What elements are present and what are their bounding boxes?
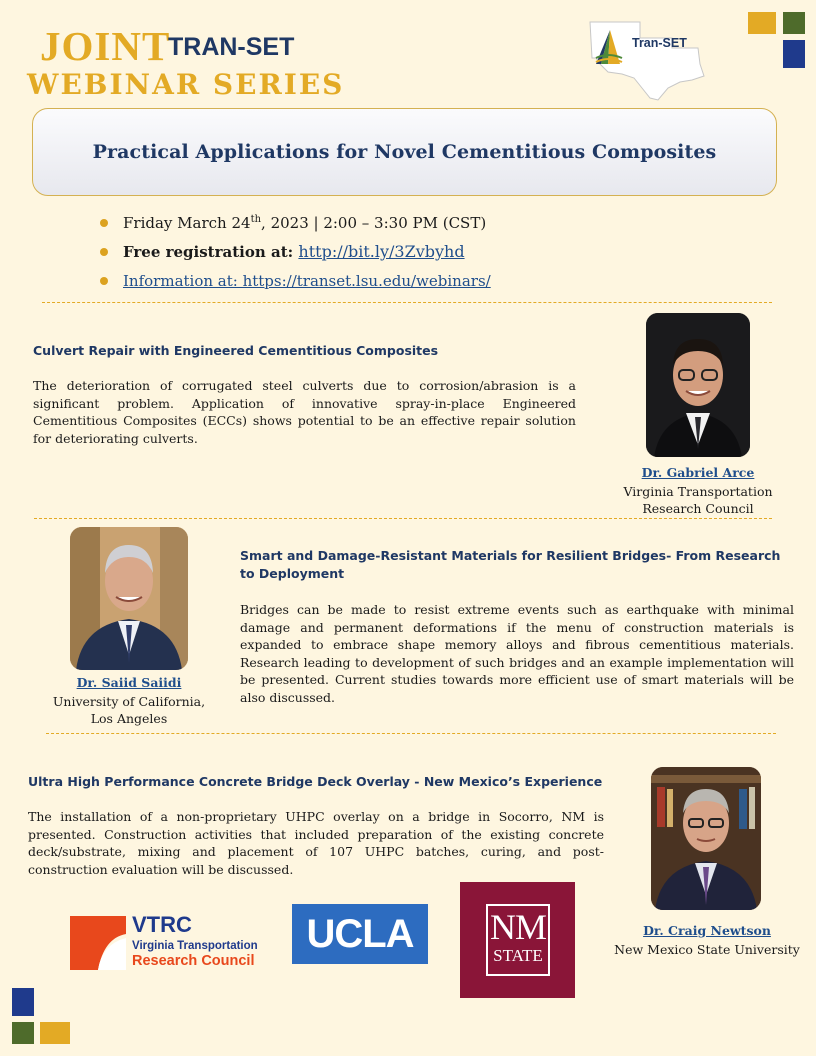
bullet-dot-icon bbox=[100, 219, 108, 227]
date-text: Friday March 24 bbox=[123, 213, 251, 232]
title-box bbox=[32, 108, 777, 196]
portrait-icon bbox=[70, 527, 188, 670]
nmsu-nm: NM bbox=[489, 907, 546, 947]
section-3-title: Ultra High Performance Concrete Bridge Deck Overlay - New Mexico’s Experience bbox=[28, 774, 603, 789]
header-transet: TRAN-SET bbox=[168, 33, 295, 61]
event-details bbox=[100, 208, 491, 295]
divider-1 bbox=[42, 302, 772, 303]
date-superscript: th bbox=[250, 213, 262, 225]
registration-label: Free registration at bbox=[123, 243, 288, 261]
deco-square-blue bbox=[783, 40, 805, 68]
speaker-name-arce[interactable]: Dr. Gabriel Arce bbox=[641, 465, 755, 480]
speaker-affiliation-saiidi-1: University of California, bbox=[52, 694, 206, 709]
speaker-name-saiidi[interactable]: Dr. Saiid Saiidi bbox=[76, 675, 182, 690]
divider-2 bbox=[34, 518, 772, 519]
vtrc-line-1: Virginia Transportation bbox=[132, 940, 258, 952]
header-joint: JOINT bbox=[40, 23, 171, 69]
nmsu-logo bbox=[460, 882, 575, 998]
deco-square-blue-bottom bbox=[12, 988, 34, 1016]
date-line bbox=[100, 208, 491, 237]
bullet-dot-icon bbox=[100, 277, 108, 285]
divider-3 bbox=[46, 733, 776, 734]
speaker-affiliation-saiidi-2: Los Angeles bbox=[90, 711, 168, 726]
bullet-dot-icon bbox=[100, 248, 108, 256]
date-time-text: , 2023 | 2:00 – 3:30 PM (CST) bbox=[261, 213, 487, 232]
speaker-affiliation-arce-1: Virginia Transportation bbox=[623, 484, 773, 499]
deco-square-green-bottom bbox=[12, 1022, 34, 1044]
transet-logo bbox=[588, 18, 710, 102]
section-3-body: The installation of a non-proprietary UHPC overlay on a bridge in Socorro, NM is presented. Construction activities that included preparation of the existing concrete deck/substrate, mixing and placement of 107 UHPC batches, curing, and post-construction evaluation will be discussed. bbox=[28, 809, 604, 877]
vtrc-line-2: Research Council bbox=[132, 953, 255, 969]
speaker-photo-newtson bbox=[651, 767, 761, 910]
vtrc-logo bbox=[68, 912, 264, 972]
ucla-wordmark: UCLA bbox=[306, 911, 414, 956]
ucla-logo bbox=[292, 904, 428, 964]
info-link[interactable]: Information at: https://transet.lsu.edu/webinars/ bbox=[123, 271, 491, 290]
speaker-affiliation-arce-2: Research Council bbox=[642, 501, 754, 516]
registration-link[interactable]: http://bit.ly/3Zvbyhd bbox=[298, 242, 465, 261]
deco-square-green bbox=[783, 12, 805, 34]
registration-line: Free registration at: http://bit.ly/3Zvbyhd bbox=[100, 237, 491, 266]
speaker-photo-arce bbox=[646, 313, 750, 457]
section-1-body: The deterioration of corrugated steel culverts due to corrosion/abrasion is a significant problem. Application of innovative spray-in-place Engineered Cementitious Composites (ECCs) shows potential to be an effective repair solution for deteriorating culverts. bbox=[33, 378, 576, 446]
speaker-photo-saiidi bbox=[70, 527, 188, 670]
deco-square-gold bbox=[748, 12, 776, 34]
portrait-icon bbox=[646, 313, 750, 457]
section-2-title: Smart and Damage-Resistant Materials for Resilient Bridges- From Research to Deployment bbox=[240, 548, 781, 581]
header-webinar-series: WEBINAR SERIES bbox=[27, 68, 345, 101]
portrait-icon bbox=[651, 767, 761, 910]
transet-logo-text: Tran-SET bbox=[632, 36, 687, 50]
deco-square-gold-bottom bbox=[40, 1022, 70, 1044]
section-2-body: Bridges can be made to resist extreme events such as earthquake with minimal damage and permanent deformations if the menu of construction materials is expanded to embrace shape memory alloys and fibrous cementitious materials. Research leading to development of such bridges and an example implementation will be presented. Current studies towards more efficient use of smart materials will be also discussed. bbox=[240, 602, 794, 705]
nmsu-state: STATE bbox=[493, 946, 543, 965]
speaker-affiliation-newtson: New Mexico State University bbox=[614, 942, 800, 957]
info-line bbox=[100, 266, 491, 295]
speaker-name-newtson[interactable]: Dr. Craig Newtson bbox=[643, 923, 771, 938]
vtrc-abbr: VTRC bbox=[132, 912, 192, 937]
section-1-title: Culvert Repair with Engineered Cementitious Composites bbox=[33, 343, 439, 358]
webinar-title: Practical Applications for Novel Cementitious Composites bbox=[92, 141, 717, 163]
transet-map-icon bbox=[588, 18, 710, 102]
